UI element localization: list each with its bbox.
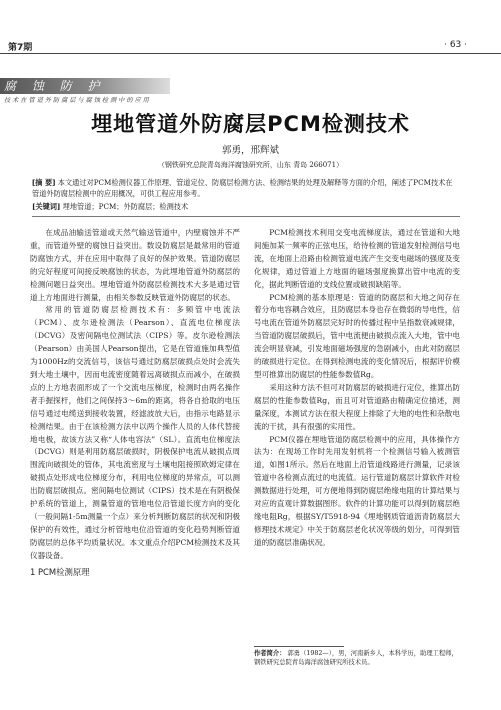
keywords [32,201,458,212]
left-column [30,227,240,578]
article-authors: 郭勇，邢辉斌 [221,145,279,156]
abstract [32,177,458,199]
article-title: 埋地管道外防腐层PCM检测技术 [91,112,410,136]
journal-tagline [4,96,149,105]
author-affiliation: （钢铁研究总院青岛海洋腐蚀研究所，山东 青岛 266071） [157,161,344,169]
header-rule [0,53,501,54]
right-paragraph: PCM检测技术利用交变电流梯度法，通过在管道和大地间施加某一频率的正弦电压，给待检测的管道发射检测信号电流，在地面上沿路由检测管道电流产生交变电磁场的强度及变化规律，通过管道上方地面的磁场强度换算出管中电流的变化，据此判断管道的支线位置或破损缺陷等。 [254,228,460,289]
right-paragraph: 采用这种方法不但可对防腐层的破损进行定位，推算出防腐层的性能参数值Rg，而且可对管道路由精确定位描述，测量深度，本测试方法在很大程度上排除了大地的电性和杂散电流的干扰，具有很强的实用性。 [254,382,460,431]
keywords-label: [关键词] [32,202,61,211]
issue-number: 第7期 [8,43,33,53]
right-paragraph: PCM仪器在埋地管道防腐层检测中的应用，具体操作方法为：在现场工作时先用发射机将一个检测信号输入被测管道，如图1所示。然后在地面上沿管道线路进行测量，记录该管道中各检测点流过的电流值。运行管道防腐层计算软件对检测数据进行处理，可方便地得到防腐层绝缘电阻的计算结果与对应的直观计算数据图形。软件的计算功能可以得到防腐层绝缘电阻Rg，根据SY/T5918-94《埋地钢质管道沥青防腐层大修理技术规定》中关于防腐层老化状况等级的划分，可得到管道的防腐层准确状况。 [254,434,460,547]
author-footnote [254,649,460,667]
footnote-label: 作者简介： [254,650,286,657]
page-number: · 63 · [444,40,467,50]
journal-tagline-line1: 技 术 在 管 道 外 防 腐 层 与 腐 蚀 检 测 中 的 应 用 [4,97,149,104]
abstract-divider [32,216,460,217]
keywords-text: 埋地管道；PCM；外防腐层；检测技术 [62,202,189,211]
footnote-text: 郭勇（1982—），男，河南新乡人，本科学历，助理工程师，钢铁研究总院青岛海洋腐蚀研究所技术员。 [254,650,458,666]
right-column [254,227,460,550]
section-band [0,78,170,94]
left-paragraph: 常用的管道防腐层检测技术有：多频管中电流法（PCM）、皮尔逊检测法（Pearson）、直流电位梯度法（DCVG）及密间隔电位测试法（CIPS）等。皮尔逊检测法（Pearson）由美国人Pearson提出，它是在管道施加典型值为1000Hz的交流信号，该信号通过防腐层破损点处时会流失到大地土壤中，因而电流密度随着远离破损点而减小，在破损点的上方地表面形成了一个交流电压梯度，检测时由两名操作者手握探杆，他们之间保持3～6m的距离，将各自拾取的电压信号通过电缆送到接收装置，经滤波放大后，由指示电路显示检测结果。由于在该检测方法中以两个操作人员的人体代替接地电极，故该方法又称“人体电容法”（SL）。直流电位梯度法（DCVG）则是利用防腐层破损时，阴极保护电流从破损点周围流向破损处的管体，其电流密度与土壤电阻接照欧姆定律在破损点处形成电位梯度分布，利用电位梯度的异常点，可以测出防腐层破损点。密间隔电位测试（CIPS）技术是在有阴极保护系统的管道上，测量管道的管地电位沿管道长度方向的变化（一般间隔1-5m测量一个点）来分析判断防腐层的状况和阴极保护的有效性，通过分析管地电位沿管道的变化趋势判断管道防腐层的总体平均质量状况。本文重点介绍PCM检测技术及其仪器设备。 [30,305,240,560]
footnote-rule [254,646,344,647]
section-label: 腐 蚀 防 护 [4,79,106,93]
abstract-label: [摘 要] [32,178,56,187]
abstract-text: 本文通过对PCM检测仪器工作原理、管道定位、防腐层检测方法、检测结果的处理及解释等方面的介绍，阐述了PCM技术在管道外防腐层检测中的应用概况，可供工程应用参考。 [32,178,453,198]
left-paragraph: 在成品油输送管道或天然气输送管道中，内壁腐蚀并不严重，而管道外壁的腐蚀日益突出。数设防腐层是最常用的管道防腐蚀方式，并在应用中取得了良好的保护效果。管道防腐层的完好程度可间接反映腐蚀的状态，为此埋地管道外防腐层的检测问题日益突出。埋地管道外防腐层检测技术大多是通过管道上方地面进行测量，由相关参数反映管道外防腐层的状态。 [30,228,240,302]
right-paragraph: PCM检测的基本原理是：管道的防腐层和大地之间存在着分布电容耦合效应，且防腐层本身也存在微弱的导电性，信号电流在管道外防腐层完好时的传播过程中呈指数衰减规律，当管道防腐层破损后，管中电流便由破损点流入大地，管中电流会明显衰减，引发地面磁场强度的急剧减小，由此对防腐层的破损进行定位。在得到检测电流的变化情况后，根据评价模型可推算出防腐层的性能参数值Rg。 [254,292,460,379]
section-heading: 1 PCM检测原理 [30,566,90,577]
